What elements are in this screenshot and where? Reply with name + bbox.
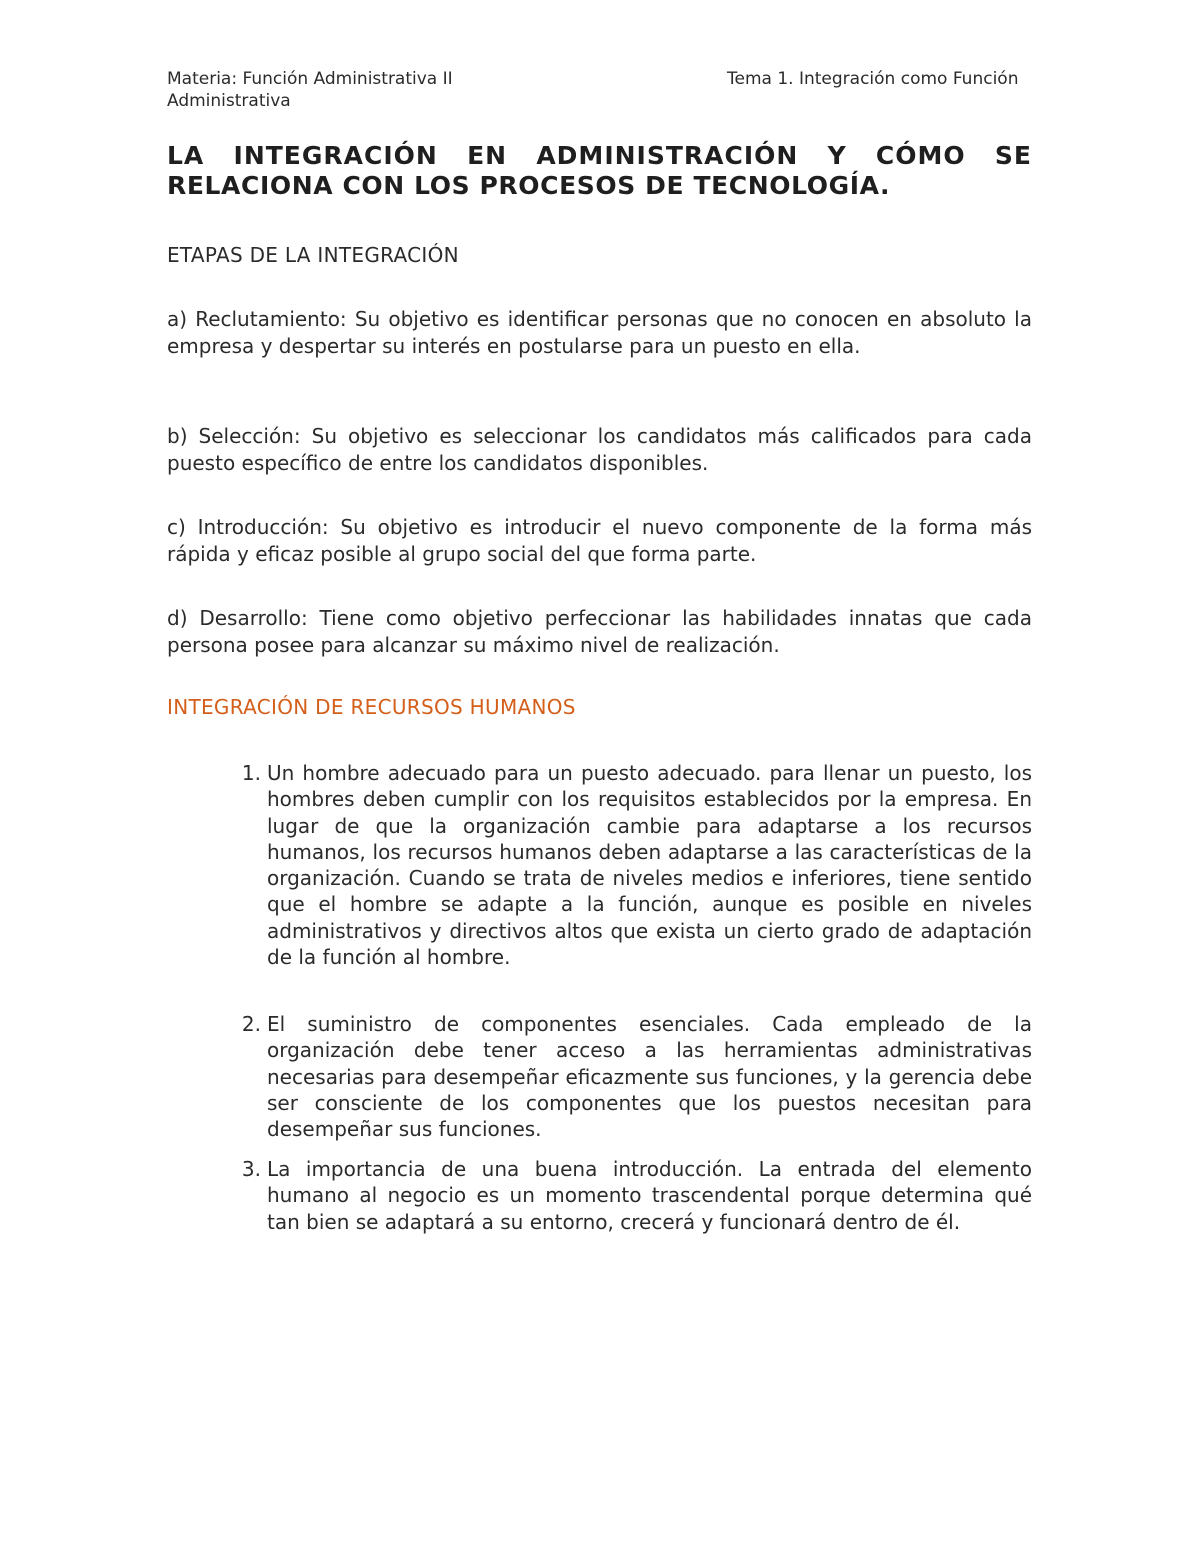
list-item-text: La importancia de una buena introducción. La entrada del elemento humano al negocio es un momento trascendental porque determina qué tan bien se adaptará a su entorno, crecerá y funcionará dentro de él.: [267, 1157, 1032, 1234]
stage-reclutamiento: a) Reclutamiento: Su objetivo es identificar personas que no conocen en absoluto la empresa y despertar su interés en postularse para un puesto en ella.: [167, 307, 1032, 358]
recursos-humanos-heading: INTEGRACIÓN DE RECURSOS HUMANOS: [167, 695, 576, 719]
list-item-number: 2.: [241, 1012, 261, 1036]
title-line-2: RELACIONA CON LOS PROCESOS DE TECNOLOGÍA.: [167, 171, 891, 200]
etapas-heading: ETAPAS DE LA INTEGRACIÓN: [167, 243, 459, 267]
header-subject: Materia: Función Administrativa II: [167, 69, 453, 89]
list-item-text: Un hombre adecuado para un puesto adecuado. para llenar un puesto, los hombres deben cumplir con los requisitos establecidos por la empresa. En lugar de que la organización cambie para adaptarse a los recursos humanos, los recursos humanos deben adaptarse a las características de la organización. Cuando se trata de niveles medios e inferiores, tiene sentido que el hombre se adapte a la función, aunque es posible en niveles administrativos y directivos altos que exista un cierto grado de adaptación de la función al hombre.: [267, 761, 1032, 970]
document-title: [167, 141, 1032, 201]
stage-desarrollo: d) Desarrollo: Tiene como objetivo perfeccionar las habilidades innatas que cada persona posee para alcanzar su máximo nivel de realización.: [167, 606, 1032, 657]
title-line-1: LA INTEGRACIÓN EN ADMINISTRACIÓN Y CÓMO SE: [167, 141, 1032, 170]
list-item-number: 1.: [241, 761, 261, 785]
list-item-number: 3.: [241, 1157, 261, 1181]
header-topic: Tema 1. Integración como Función: [727, 69, 1019, 89]
stage-introduccion: c) Introducción: Su objetivo es introducir el nuevo componente de la forma más rápida y eficaz posible al grupo social del que forma parte.: [167, 515, 1032, 566]
list-item: [241, 760, 1032, 970]
stage-seleccion: b) Selección: Su objetivo es seleccionar los candidatos más calificados para cada puesto específico de entre los candidatos disponibles.: [167, 424, 1032, 475]
list-item-text: El suministro de componentes esenciales. Cada empleado de la organización debe tener acceso a las herramientas administrativas necesarias para desempeñar eficazmente sus funciones, y la gerencia debe ser consciente de los componentes que los puestos necesitan para desempeñar sus funciones.: [267, 1012, 1032, 1142]
list-item: [241, 1011, 1032, 1142]
list-item: [241, 1156, 1032, 1235]
header-subject-continued: Administrativa: [167, 91, 291, 111]
